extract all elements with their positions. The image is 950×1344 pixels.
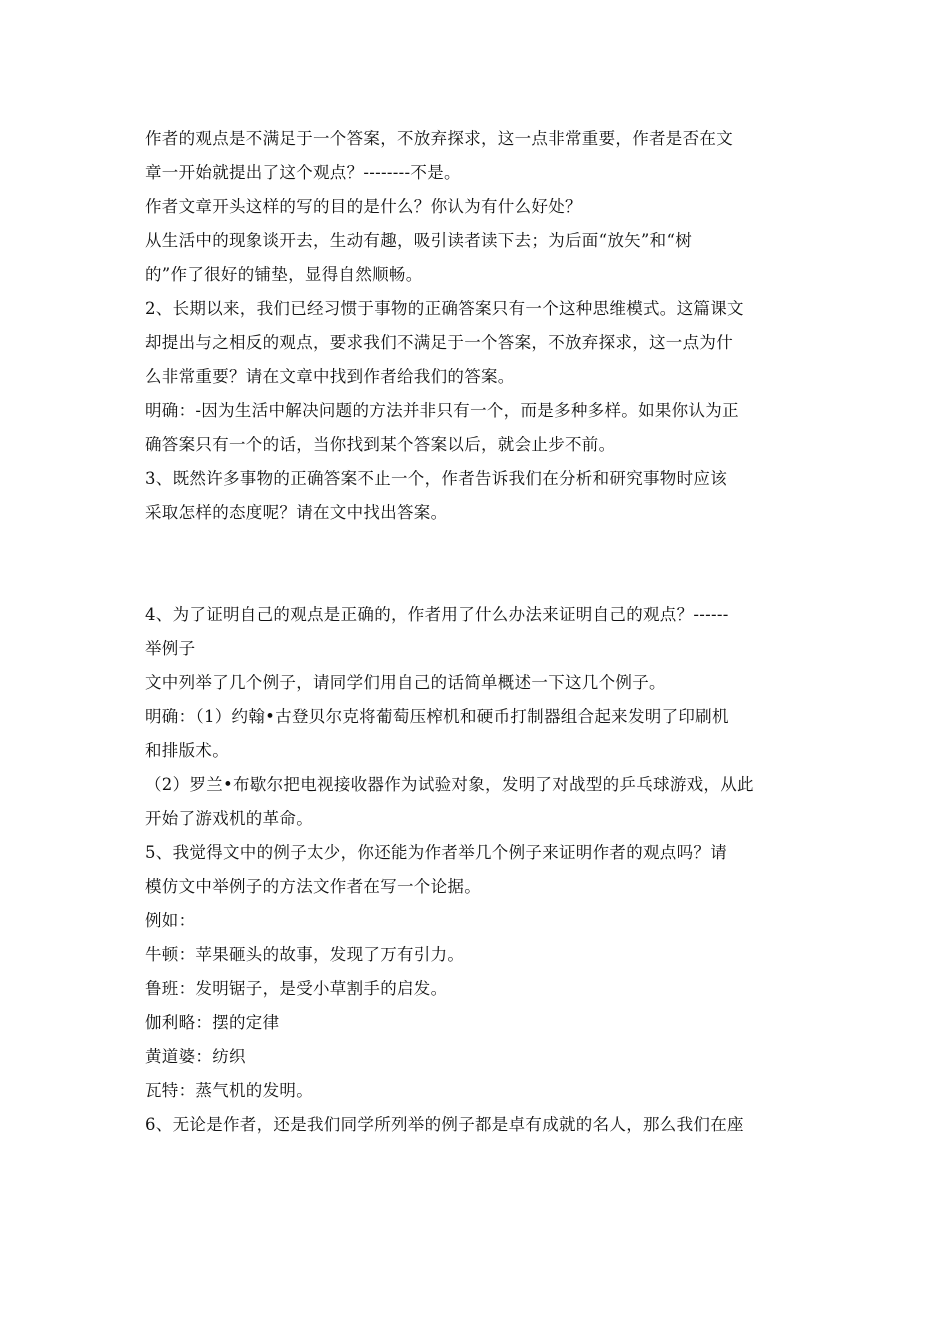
answer-line: 明确：（1）约翰•古登贝尔克将葡萄压榨机和硬币打制器组合起来发明了印刷机 [145,707,729,726]
paragraph-line: 从生活中的现象谈开去，生动有趣，吸引读者读下去；为后面“放矢”和“树 [145,231,693,250]
example-heading: 例如： [145,911,196,930]
answer-line: 开始了游戏机的革命。 [145,809,313,828]
question-2-line: 却提出与之相反的观点，要求我们不满足于一个答案，不放弃探求，这一点为什 [145,333,733,352]
question-3-line: 3、既然许多事物的正确答案不止一个，作者告诉我们在分析和研究事物时应该 [145,469,727,488]
question-2-line: 2、长期以来，我们已经习惯于事物的正确答案只有一个这种思维模式。这篇课文 [145,299,744,318]
question-5-line: 模仿文中举例子的方法文作者在写一个论据。 [145,877,481,896]
question-6-line: 6、无论是作者，还是我们同学所列举的例子都是卓有成就的名人，那么我们在座 [145,1115,744,1134]
paragraph-line: 作者的观点是不满足于一个答案，不放弃探求，这一点非常重要，作者是否在文 [145,129,733,148]
question-3-line: 采取怎样的态度呢？请在文中找出答案。 [145,503,448,522]
document-body [145,122,813,1142]
question-2-line: 么非常重要？请在文章中找到作者给我们的答案。 [145,367,515,386]
answer-line: 和排版术。 [145,741,229,760]
answer-line: （2）罗兰•布歇尔把电视接收器作为试验对象，发明了对战型的乒乓球游戏，从此 [145,775,754,794]
question-5-line: 5、我觉得文中的例子太少，你还能为作者举几个例子来证明作者的观点吗？请 [145,843,727,862]
example-item: 鲁班：发明锯子，是受小草割手的启发。 [145,979,448,998]
example-item: 黄道婆：纺织 [145,1047,246,1066]
example-item: 牛顿：苹果砸头的故事，发现了万有引力。 [145,945,465,964]
paragraph-line: 文中列举了几个例子，请同学们用自己的话简单概述一下这几个例子。 [145,673,666,692]
example-item: 瓦特：蒸气机的发明。 [145,1081,313,1100]
paragraph-line: 作者文章开头这样的写的目的是什么？你认为有什么好处？ [145,197,582,216]
question-4-line: 4、为了证明自己的观点是正确的，作者用了什么办法来证明自己的观点？------ [145,605,729,624]
question-4-line: 举例子 [145,639,196,658]
answer-line: 确答案只有一个的话，当你找到某个答案以后，就会止步不前。 [145,435,616,454]
paragraph-line: 章一开始就提出了这个观点？--------不是。 [145,163,461,182]
answer-line: 明确：-因为生活中解决问题的方法并非只有一个，而是多种多样。如果你认为正 [145,401,739,420]
blank-space [145,530,813,598]
example-item: 伽利略：摆的定律 [145,1013,280,1032]
paragraph-line: 的”作了很好的铺垫，显得自然顺畅。 [145,265,423,284]
